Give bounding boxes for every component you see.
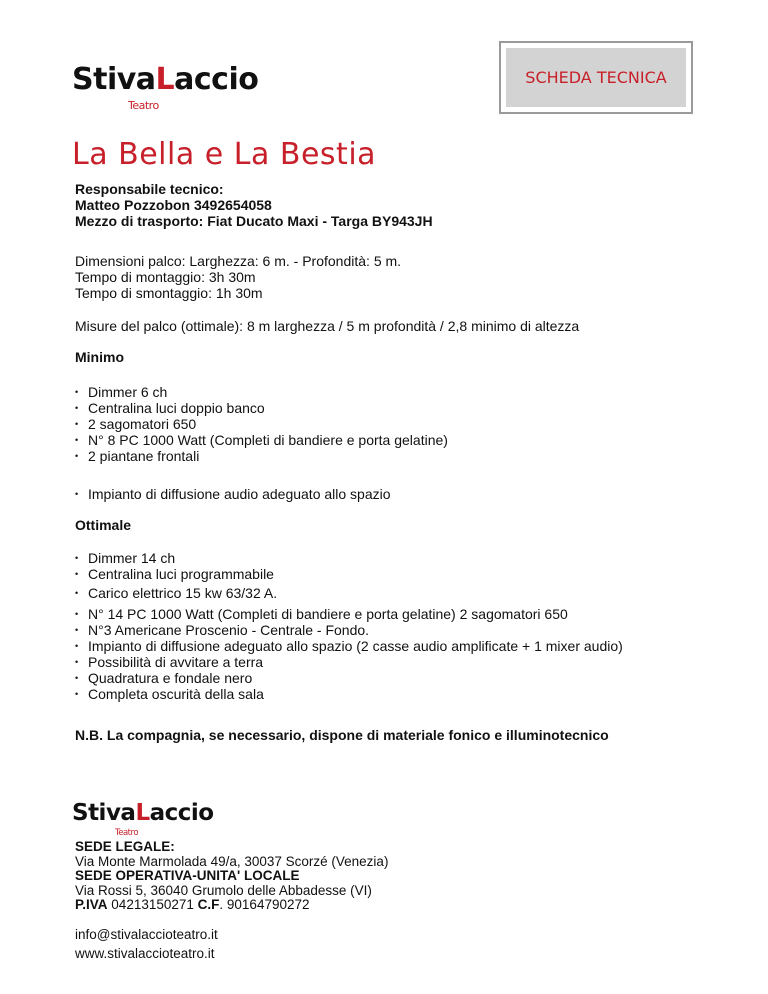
registered-office-label: SEDE LEGALE:	[75, 839, 175, 854]
list-item: • Centralina luci programmabile	[75, 566, 274, 582]
list-item: • Possibilità di avvitare a terra	[75, 654, 623, 670]
ottimale-list-a	[75, 550, 274, 582]
ottimale-list-c	[75, 606, 623, 702]
list-item: • N°3 Americane Proscenio - Centrale - Fondo.	[75, 622, 623, 638]
logo-text: Stiva	[72, 800, 136, 826]
company-logo	[72, 62, 259, 112]
footer-logo	[72, 800, 214, 838]
list-item: • Impianto di diffusione adeguato allo spazio (2 casse audio amplificate + 1 mixer audio)	[75, 638, 623, 654]
list-item: • Impianto di diffusione audio adeguato allo spazio	[75, 486, 391, 502]
equipment-note-text: N.B. La compagnia, se necessario, dispone di materiale fonico e illuminotecnico	[75, 727, 609, 743]
tax-ids	[75, 898, 388, 913]
list-item: • Completa oscurità della sala	[75, 686, 623, 702]
minimo-list	[75, 384, 448, 464]
operating-office-label: SEDE OPERATIVA-UNITA' LOCALE	[75, 868, 300, 883]
teardown-time: Tempo di smontaggio: 1h 30m	[75, 285, 263, 301]
logo-accent-letter: L	[155, 62, 175, 97]
vat-number: 04213150271	[111, 897, 194, 912]
logo-subtitle: Teatro	[128, 99, 159, 112]
list-item: • 2 piantane frontali	[75, 448, 448, 464]
list-item: • Quadratura e fondale nero	[75, 670, 623, 686]
contact-links	[75, 925, 218, 963]
list-item: • N° 14 PC 1000 Watt (Completi di bandiere e porta gelatine) 2 sagomatori 650	[75, 606, 623, 622]
list-item: • Dimmer 6 ch	[75, 384, 448, 400]
logo-text-end: accio	[149, 800, 214, 826]
setup-time: Tempo di montaggio: 3h 30m	[75, 269, 256, 285]
list-item: • Dimmer 14 ch	[75, 550, 274, 566]
email-link[interactable]: info@stivalaccioteatro.it	[75, 927, 218, 942]
fiscal-code-label: C.F	[197, 897, 220, 912]
contact-label: Responsabile tecnico:	[75, 181, 224, 197]
minimo-audio-list	[75, 486, 391, 502]
stage-measures-text: Misure del palco (ottimale): 8 m larghezza / 5 m profondità / 2,8 minimo di altezza	[75, 318, 580, 334]
transport-info: Mezzo di trasporto: Fiat Ducato Maxi - Targa BY943JH	[75, 213, 433, 229]
contact-person: Matteo Pozzobon 3492654058	[75, 197, 272, 213]
technical-contact-block	[75, 181, 433, 229]
website-link[interactable]: www.stivalaccioteatro.it	[75, 946, 215, 961]
document-type-stamp	[499, 41, 693, 114]
logo-accent-letter: L	[135, 800, 150, 826]
fiscal-code: . 90164790272	[219, 897, 310, 912]
vat-label: P.IVA	[75, 897, 108, 912]
ottimale-heading	[75, 517, 131, 533]
list-item: • N° 8 PC 1000 Watt (Completi di bandiere e porta gelatine)	[75, 432, 448, 448]
list-item: • Carico elettrico 15 kw 63/32 A.	[75, 585, 277, 601]
logo-text-end: accio	[174, 62, 259, 97]
ottimale-list-b	[75, 585, 277, 601]
stamp-label: SCHEDA TECNICA	[506, 48, 686, 107]
list-item: • 2 sagomatori 650	[75, 416, 448, 432]
logo-text: Stiva	[72, 62, 156, 97]
dimensions-block	[75, 253, 401, 301]
stage-measures	[75, 318, 579, 334]
operating-office-address: Via Rossi 5, 36040 Grumolo delle Abbadesse (VI)	[75, 882, 372, 898]
logo-subtitle: Teatro	[115, 828, 139, 838]
equipment-note	[75, 727, 609, 743]
company-addresses	[75, 840, 388, 913]
ottimale-heading-text: Ottimale	[75, 517, 132, 533]
registered-office-address: Via Monte Marmolada 49/a, 30037 Scorzé (Venezia)	[75, 853, 389, 869]
minimo-heading-text: Minimo	[75, 349, 124, 365]
show-title: La Bella e La Bestia	[72, 137, 377, 172]
stage-dimensions: Dimensioni palco: Larghezza: 6 m. - Profondità: 5 m.	[75, 253, 402, 269]
list-item: • Centralina luci doppio banco	[75, 400, 448, 416]
minimo-heading	[75, 349, 124, 365]
